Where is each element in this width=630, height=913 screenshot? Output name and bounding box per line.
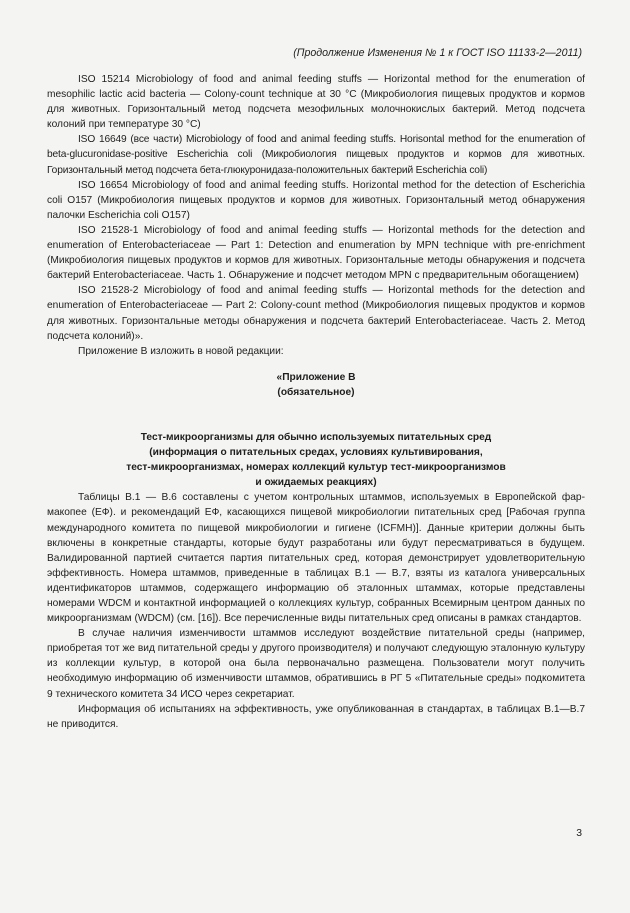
paragraph-efficiency-info: Информация об испытаниях на эффективность, уже опубликованная в стандартах, в таблицах В.1—В.7 не приводится. <box>47 703 585 730</box>
document-body <box>47 72 585 732</box>
reference-iso-21528-1: ISO 21528-1 Microbiology of food and animal feeding stuffs — Horizontal methods for the detection and enumeration of Enterobacteriaceae — Part 1: Detection and enumeration by MPN technique with pre-enrichment (Микробиология пищевых продуктов и кормов для животных. Горизонтальные методы обнаружения и подсчета бактерий Enterobacteriaceae. Часть 1. Обнаружение и подсчет методом MPN с предварительным обогащением) <box>47 224 585 282</box>
annex-heading-line-3: тест-микроорганизмах, номерах коллекций культур тест-микроорганизмов <box>126 462 506 474</box>
reference-iso-15214: ISO 15214 Microbiology of food and animal feeding stuffs — Horizontal method for the enumeration of mesophilic lactic acid bacteria — Colony-count technique at 30 °С (Микробиология пищевых продуктов и кормов для животных. Горизонтальный метод подсчета мезофильных молочнокислых бактерий. Метод подсчета колоний при температуре 30 °С) <box>47 74 585 131</box>
reference-iso-16654: ISO 16654 Microbiology of food and animal feeding stuffs. Horizontal method for the detection of Escherichia coli O157 (Микробиология пищевых продуктов и кормов для животных. Горизонтальный метод обнаружения палочки Escherichia coli O157) <box>47 179 585 221</box>
reference-iso-21528-2: ISO 21528-2 Microbiology of food and animal feeding stuffs — Horizontal methods for the detection and enumeration of Enterobacteriaceae — Part 2: Colony-count method (Микробиология пищевых продуктов и кормов для животных. Горизонтальные методы обнаружения и подсчета бактерий Enterobacteriaceae. Часть 2. Метод подсчета колоний)». <box>47 285 585 342</box>
paragraph-tables-basis: Таблицы В.1 — В.6 составлены с учетом контрольных штаммов, используемых в Европейской фармакопее (ЕФ). и рекомендаций ЕФ, касающихся пищевой микробиологии питательных сред [Рабочая группа международного комитета по пищевой микробиологии и гигиене (ICFMH)]. Данные критерии должны быть включены в конкретные стандарты, которые будут разработаны или будут пересматриваться в будущем. Валидированной партией считается партия питательных сред, которая демонстрирует удовлетворительную эффективность. Номера штаммов, приведенные в таблицах В.1 — В.7, взяты из каталога универсальных идентификаторов штаммов, содержащего информацию об эталонных штаммах, которые представлены номерами WDCM и контактной информацией о коллекциях культур, собранных Всемирным центром данных по микроорганизмам (WDCM) (см. [16]). Все перечисленные виды питательных сред описаны в рамках стандартов. <box>47 492 585 625</box>
annex-heading-line-2: (информация о питательных средах, условиях культивирования, <box>149 447 483 459</box>
reference-iso-16649: ISO 16649 (все части) Microbiology of food and animal feeding stuffs. Horisontal method for the enumeration of beta-glucuronidase-positive Escherichia coli (Микробиология пищевых продуктов и кормов для животных. Горизонтальный метод подсчета бета-глюкуронидаза-положительных бактерий Escherichia coli) <box>47 134 585 176</box>
annex-status-line: (обязательное) <box>277 386 355 398</box>
annex-title-line: «Приложение В <box>276 371 356 383</box>
annex-heading <box>47 430 585 490</box>
annex-heading-line-1: Тест-микроорганизмы для обычно используемых питательных сред <box>140 431 492 443</box>
paragraph-strain-variability: В случае наличия изменчивости штаммов исследуют воздействие питательной среды (например, приобретая тот же вид питательной среды у другого производителя) и получают следующую эталонную культуру из коллекции культур, в которой она была первоначально размещена. Пользователи могут получить необходимую информацию об изменчивости штаммов, обратившись в РГ 5 «Питательные среды» подкомитета 9 технического комитета 34 ИСО через секретариат. <box>47 628 585 700</box>
annex-heading-line-4: и ожидаемых реакциях) <box>255 477 377 489</box>
instruction-text: Приложение В изложить в новой редакции: <box>78 345 284 357</box>
annex-title <box>47 370 585 400</box>
page-number: 3 <box>576 828 582 839</box>
running-header: (Продолжение Изменения № 1 к ГОСТ ISO 11133-2—2011) <box>293 47 582 59</box>
